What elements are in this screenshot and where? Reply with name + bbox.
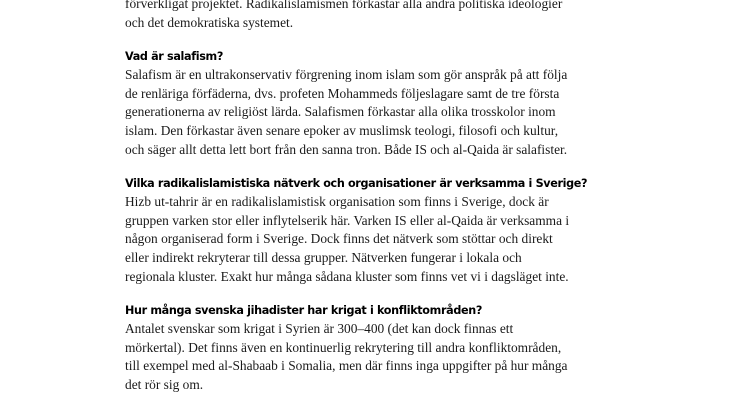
text-line: mörkertal). Det finns även en kontinuerlig rekrytering till andra konfliktområden,	[125, 339, 562, 355]
text-line: gruppen varken stor eller inflytelserik här. Varken IS eller al-Qaida är verksamma i	[125, 212, 570, 228]
text-line: till exempel med al-Shabaab i Somalia, men där finns inga uppgifter på hur många	[125, 358, 568, 374]
section-paragraph-jihadists	[125, 320, 625, 394]
text-line: någon organiserad form i Sverige. Dock finns det nätverk som stöttar och direkt	[125, 231, 553, 247]
intro-paragraph	[125, 0, 625, 32]
text-line: och det demokratiska systemet.	[125, 14, 294, 30]
section-heading-jihadists: Hur många svenska jihadister har krigat i konfliktområden?	[125, 304, 482, 318]
text-line: Salafism är en ultrakonservativ förgrening inom islam som gör anspråk på att följa	[125, 67, 568, 83]
text-line: förverkligat projektet. Radikalislamismen förkastar alla andra politiska ideologier	[125, 0, 563, 11]
section-heading-networks: Vilka radikalislamistiska nätverk och organisationer är verksamma i Sverige?	[125, 177, 588, 191]
section-heading-salafism: Vad är salafism?	[125, 50, 223, 64]
text-line: de renläriga förfäderna, dvs. profeten Mohammeds följeslagare samt de tre första	[125, 85, 560, 101]
text-line: Antalet svenskar som krigat i Syrien är 300–400 (det kan dock finnas ett	[125, 321, 514, 337]
text-line: och säger allt detta lett bort från den sanna tron. Både IS och al-Qaida är salafister.	[125, 141, 568, 157]
text-line: det rör sig om.	[125, 376, 204, 392]
text-line: islam. Den förkastar även senare epoker av muslimsk teologi, filosofi och kultur,	[125, 122, 559, 138]
section-paragraph-networks	[125, 193, 625, 286]
text-line: generationerna av religiöst lärda. Salafismen förkastar alla olika trosskolor inom	[125, 104, 556, 120]
text-line: Hizb ut-tahrir är en radikalislamistisk organisation som finns i Sverige, dock är	[125, 194, 549, 210]
text-line: eller indirekt rekryterar till dessa grupper. Nätverken fungerar i lokala och	[125, 249, 522, 265]
text-line: regionala kluster. Exakt hur många sådana kluster som finns vet vi i dagsläget inte.	[125, 268, 569, 284]
section-paragraph-salafism	[125, 66, 625, 159]
document-page	[125, 0, 625, 395]
